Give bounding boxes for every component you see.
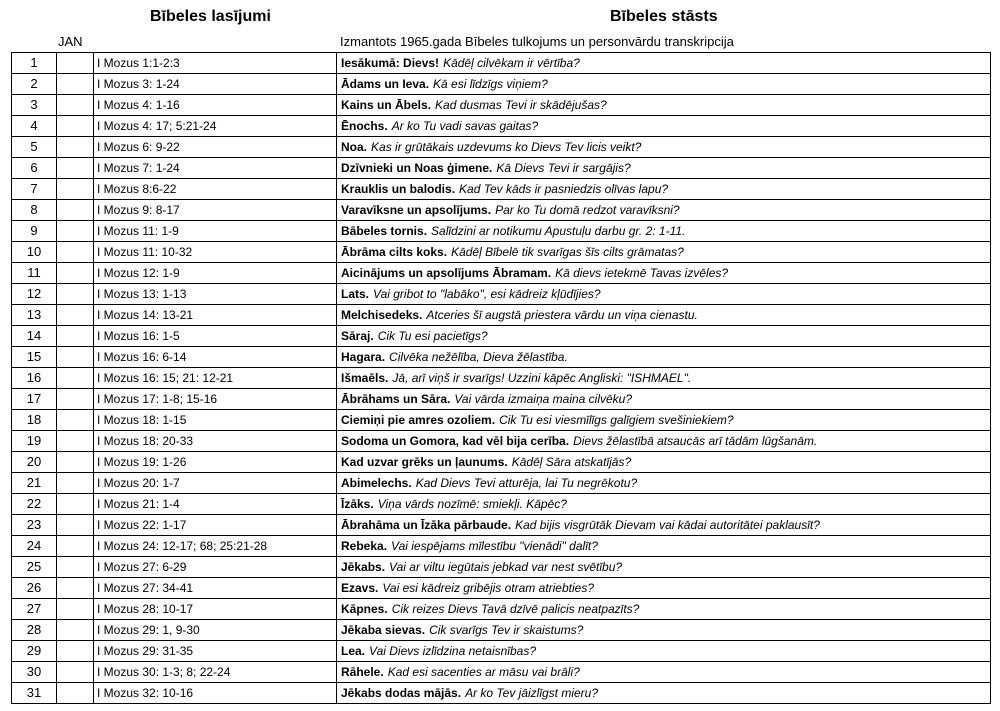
- scripture-reference: I Mozus 22: 1-17: [94, 515, 337, 536]
- story-cell: [337, 368, 991, 389]
- scripture-reference: I Mozus 32: 10-16: [94, 683, 337, 704]
- day-number: 6: [12, 158, 57, 179]
- scripture-reference: I Mozus 16: 1-5: [94, 326, 337, 347]
- day-number: 11: [12, 263, 57, 284]
- scripture-reference: I Mozus 4: 1-16: [94, 95, 337, 116]
- day-number: 23: [12, 515, 57, 536]
- day-number: 17: [12, 389, 57, 410]
- day-number: 9: [12, 221, 57, 242]
- day-number: 4: [12, 116, 57, 137]
- table-row: [12, 95, 991, 116]
- story-cell: [337, 389, 991, 410]
- story-title: Lea.: [341, 644, 366, 658]
- story-question: Dievs žēlastībā atsaucās arī tādām lūgšanām.: [573, 434, 818, 448]
- blank-cell: [57, 116, 94, 137]
- table-row: [12, 242, 991, 263]
- story-cell: [337, 200, 991, 221]
- story-question: Kas ir grūtākais uzdevums ko Dievs Tev licis veikt?: [371, 140, 642, 154]
- story-question: Cik Tu esi pacietīgs?: [377, 329, 488, 343]
- table-row: [12, 620, 991, 641]
- story-title: Varavīksne un apsolījums.: [341, 203, 492, 217]
- story-title: Ēnochs.: [341, 119, 388, 133]
- story-cell: [337, 263, 991, 284]
- story-cell: [337, 137, 991, 158]
- story-title: Bābeles tornis.: [341, 224, 428, 238]
- day-number: 5: [12, 137, 57, 158]
- table-row: [12, 116, 991, 137]
- table-row: [12, 158, 991, 179]
- scripture-reference: I Mozus 14: 13-21: [94, 305, 337, 326]
- blank-cell: [57, 473, 94, 494]
- table-row: [12, 305, 991, 326]
- day-number: 22: [12, 494, 57, 515]
- blank-cell: [57, 200, 94, 221]
- story-cell: [337, 53, 991, 74]
- story-cell: [337, 179, 991, 200]
- scripture-reference: I Mozus 24: 12-17; 68; 25:21-28: [94, 536, 337, 557]
- story-cell: [337, 221, 991, 242]
- blank-cell: [57, 410, 94, 431]
- blank-cell: [57, 494, 94, 515]
- table-row: [12, 410, 991, 431]
- story-question: Par ko Tu domā redzot varavīksni?: [495, 203, 680, 217]
- story-title: Jēkabs.: [341, 560, 386, 574]
- story-title: Išmaēls.: [341, 371, 389, 385]
- story-title: Iesākumā: Dievs!: [341, 56, 440, 70]
- story-title: Īzāks.: [341, 497, 374, 511]
- scripture-reference: I Mozus 19: 1-26: [94, 452, 337, 473]
- table-row: [12, 452, 991, 473]
- blank-cell: [57, 284, 94, 305]
- scripture-reference: I Mozus 11: 10-32: [94, 242, 337, 263]
- scripture-reference: I Mozus 1:1-2:3: [94, 53, 337, 74]
- blank-cell: [57, 452, 94, 473]
- table-row: [12, 599, 991, 620]
- blank-cell: [57, 368, 94, 389]
- story-question: Kādēļ Sāra atskatījās?: [511, 455, 632, 469]
- blank-cell: [57, 662, 94, 683]
- story-question: Kādēļ Bībelē tik svarīgas šīs cilts grāmatas?: [451, 245, 684, 259]
- table-row: [12, 578, 991, 599]
- story-question: Kad Dievs Tevi atturēja, lai Tu negrēkotu?: [415, 476, 638, 490]
- blank-cell: [57, 305, 94, 326]
- story-cell: [337, 158, 991, 179]
- day-number: 12: [12, 284, 57, 305]
- story-cell: [337, 515, 991, 536]
- story-question: Kad Tev kāds ir pasniedzis olīvas lapu?: [459, 182, 669, 196]
- scripture-reference: I Mozus 27: 6-29: [94, 557, 337, 578]
- story-question: Ar ko Tev jāizlīgst mieru?: [465, 686, 599, 700]
- blank-cell: [57, 158, 94, 179]
- story-title: Hagara.: [341, 350, 386, 364]
- scripture-reference: I Mozus 4: 17; 5:21-24: [94, 116, 337, 137]
- story-title: Dzīvnieki un Noas ģimene.: [341, 161, 493, 175]
- story-question: Vai iespējams mīlestību "vienādi" dalīt?: [391, 539, 598, 553]
- blank-cell: [57, 515, 94, 536]
- story-question: Cik Tu esi viesmīlīgs galīgiem svešiniekiem?: [499, 413, 734, 427]
- blank-cell: [57, 263, 94, 284]
- story-title: Sodoma un Gomora, kad vēl bija cerība.: [341, 434, 570, 448]
- blank-cell: [57, 53, 94, 74]
- story-title: Krauklis un balodis.: [341, 182, 456, 196]
- story-title: Noa.: [341, 140, 368, 154]
- table-row: [12, 200, 991, 221]
- story-cell: [337, 578, 991, 599]
- scripture-reference: I Mozus 11: 1-9: [94, 221, 337, 242]
- story-cell: [337, 326, 991, 347]
- story-cell: [337, 473, 991, 494]
- day-number: 20: [12, 452, 57, 473]
- story-cell: [337, 284, 991, 305]
- story-question: Kad bijis visgrūtāk Dievam vai kādai autoritātei paklausīt?: [515, 518, 820, 532]
- table-body: [12, 53, 991, 704]
- day-number: 21: [12, 473, 57, 494]
- scripture-reference: I Mozus 20: 1-7: [94, 473, 337, 494]
- table-row: [12, 515, 991, 536]
- blank-cell: [57, 557, 94, 578]
- scripture-reference: I Mozus 9: 8-17: [94, 200, 337, 221]
- blank-cell: [57, 431, 94, 452]
- story-title: Rāhele.: [341, 665, 384, 679]
- day-number: 7: [12, 179, 57, 200]
- table-row: [12, 221, 991, 242]
- story-title: Ābrāma cilts koks.: [341, 245, 448, 259]
- blank-cell: [57, 221, 94, 242]
- blank-cell: [57, 641, 94, 662]
- day-number: 8: [12, 200, 57, 221]
- scripture-reference: I Mozus 8:6-22: [94, 179, 337, 200]
- table-row: [12, 389, 991, 410]
- day-number: 29: [12, 641, 57, 662]
- story-question: Vai vārda izmaiņa maina cilvēku?: [454, 392, 633, 406]
- table-row: [12, 431, 991, 452]
- story-question: Vai esi kādreiz gribējis otram atriebties?: [382, 581, 595, 595]
- story-cell: [337, 242, 991, 263]
- table-row: [12, 53, 991, 74]
- story-question: Ar ko Tu vadi savas gaitas?: [391, 119, 539, 133]
- scripture-reference: I Mozus 12: 1-9: [94, 263, 337, 284]
- table-row: [12, 179, 991, 200]
- table-row: [12, 284, 991, 305]
- day-number: 24: [12, 536, 57, 557]
- blank-cell: [57, 389, 94, 410]
- translation-note: Izmantots 1965.gada Bībeles tulkojums un personvārdu transkripcija: [340, 34, 734, 49]
- scripture-reference: I Mozus 18: 20-33: [94, 431, 337, 452]
- blank-cell: [57, 578, 94, 599]
- scripture-reference: I Mozus 30: 1-3; 8; 22-24: [94, 662, 337, 683]
- table-row: [12, 494, 991, 515]
- table-row: [12, 536, 991, 557]
- story-question: Cik reizes Dievs Tavā dzīvē palicis neatpazīts?: [391, 602, 640, 616]
- blank-cell: [57, 536, 94, 557]
- story-title: Lats.: [341, 287, 370, 301]
- day-number: 25: [12, 557, 57, 578]
- blank-cell: [57, 347, 94, 368]
- day-number: 10: [12, 242, 57, 263]
- blank-cell: [57, 137, 94, 158]
- blank-cell: [57, 179, 94, 200]
- scripture-reference: I Mozus 27: 34-41: [94, 578, 337, 599]
- story-title: Ciemiņi pie amres ozoliem.: [341, 413, 496, 427]
- day-number: 27: [12, 599, 57, 620]
- story-cell: [337, 452, 991, 473]
- reading-schedule-table: [11, 52, 991, 704]
- story-cell: [337, 116, 991, 137]
- scripture-reference: I Mozus 3: 1-24: [94, 74, 337, 95]
- scripture-reference: I Mozus 13: 1-13: [94, 284, 337, 305]
- blank-cell: [57, 620, 94, 641]
- story-title: Ābrāhams un Sāra.: [341, 392, 451, 406]
- scripture-reference: I Mozus 17: 1-8; 15-16: [94, 389, 337, 410]
- blank-cell: [57, 95, 94, 116]
- table-row: [12, 137, 991, 158]
- table-row: [12, 557, 991, 578]
- story-title: Ābrahāma un Īzāka pārbaude.: [341, 518, 512, 532]
- story-question: Kad esi sacenties ar māsu vai brāli?: [387, 665, 580, 679]
- story-title: Kad uzvar grēks un ļaunums.: [341, 455, 508, 469]
- story-title: Kāpnes.: [341, 602, 388, 616]
- scripture-reference: I Mozus 28: 10-17: [94, 599, 337, 620]
- story-title: Jēkabs dodas mājās.: [341, 686, 462, 700]
- blank-cell: [57, 326, 94, 347]
- table-row: [12, 641, 991, 662]
- story-cell: [337, 683, 991, 704]
- table-row: [12, 683, 991, 704]
- blank-cell: [57, 74, 94, 95]
- day-number: 18: [12, 410, 57, 431]
- story-cell: [337, 494, 991, 515]
- story-title: Kains un Ābels.: [341, 98, 432, 112]
- scripture-reference: I Mozus 29: 1, 9-30: [94, 620, 337, 641]
- story-title: Abimelechs.: [341, 476, 412, 490]
- day-number: 3: [12, 95, 57, 116]
- scripture-reference: I Mozus 29: 31-35: [94, 641, 337, 662]
- month-label: JAN: [58, 34, 83, 49]
- scripture-reference: I Mozus 16: 15; 21: 12-21: [94, 368, 337, 389]
- blank-cell: [57, 242, 94, 263]
- readings-heading: Bībeles lasījumi: [150, 8, 271, 25]
- scripture-reference: I Mozus 7: 1-24: [94, 158, 337, 179]
- story-question: Salīdzini ar notikumu Apustuļu darbu gr. 2: 1-11.: [431, 224, 686, 238]
- story-cell: [337, 410, 991, 431]
- story-question: Vai ar viltu iegūtais jebkad var nest svētību?: [389, 560, 623, 574]
- story-cell: [337, 599, 991, 620]
- table-row: [12, 74, 991, 95]
- story-cell: [337, 536, 991, 557]
- table-row: [12, 368, 991, 389]
- story-question: Vai gribot to "labāko", esi kādreiz kļūdījies?: [373, 287, 601, 301]
- story-title: Ezavs.: [341, 581, 379, 595]
- story-question: Vai Dievs izlīdzina netaisnības?: [369, 644, 536, 658]
- story-title: Sāraj.: [341, 329, 374, 343]
- story-question: Kādēļ cilvēkam ir vērtība?: [443, 56, 580, 70]
- story-question: Kad dusmas Tevi ir skādējušas?: [435, 98, 607, 112]
- story-title: Jēkaba sievas.: [341, 623, 426, 637]
- story-cell: [337, 95, 991, 116]
- day-number: 19: [12, 431, 57, 452]
- blank-cell: [57, 599, 94, 620]
- blank-cell: [57, 683, 94, 704]
- story-cell: [337, 662, 991, 683]
- day-number: 31: [12, 683, 57, 704]
- day-number: 26: [12, 578, 57, 599]
- story-question: Cilvēka nežēlība, Dieva žēlastība.: [389, 350, 568, 364]
- story-cell: [337, 74, 991, 95]
- day-number: 14: [12, 326, 57, 347]
- day-number: 30: [12, 662, 57, 683]
- story-title: Rebeka.: [341, 539, 388, 553]
- story-cell: [337, 641, 991, 662]
- story-title: Melchisedeks.: [341, 308, 423, 322]
- table-row: [12, 326, 991, 347]
- story-question: Viņa vārds nozīmē: smiekļi. Kāpēc?: [377, 497, 567, 511]
- day-number: 13: [12, 305, 57, 326]
- day-number: 15: [12, 347, 57, 368]
- story-question: Atceries šī augstā priestera vārdu un viņa cienastu.: [426, 308, 698, 322]
- scripture-reference: I Mozus 16: 6-14: [94, 347, 337, 368]
- story-question: Jā, arī viņš ir svarīgs! Uzzini kāpēc Angliski: "ISHMAEL".: [392, 371, 692, 385]
- story-question: Kā dievs ietekmē Tavas izvēles?: [555, 266, 729, 280]
- table-row: [12, 263, 991, 284]
- day-number: 28: [12, 620, 57, 641]
- table-row: [12, 347, 991, 368]
- scripture-reference: I Mozus 18: 1-15: [94, 410, 337, 431]
- story-question: Kā Dievs Tevi ir sargājis?: [496, 161, 631, 175]
- story-cell: [337, 305, 991, 326]
- day-number: 2: [12, 74, 57, 95]
- day-number: 1: [12, 53, 57, 74]
- story-cell: [337, 347, 991, 368]
- story-title: Ādams un Ieva.: [341, 77, 430, 91]
- day-number: 16: [12, 368, 57, 389]
- story-cell: [337, 620, 991, 641]
- story-question: Cik svarīgs Tev ir skaistums?: [429, 623, 584, 637]
- story-title: Aicinājums un apsolījums Ābramam.: [341, 266, 552, 280]
- story-cell: [337, 557, 991, 578]
- scripture-reference: I Mozus 21: 1-4: [94, 494, 337, 515]
- story-heading: Bībeles stāsts: [610, 8, 718, 25]
- table-row: [12, 473, 991, 494]
- story-cell: [337, 431, 991, 452]
- scripture-reference: I Mozus 6: 9-22: [94, 137, 337, 158]
- story-question: Kā esi līdzīgs viņiem?: [433, 77, 548, 91]
- table-row: [12, 662, 991, 683]
